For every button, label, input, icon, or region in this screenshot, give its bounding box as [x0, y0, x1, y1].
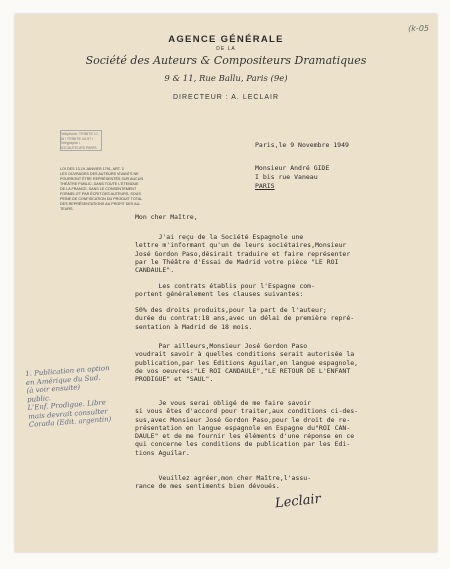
paragraph-3: 50% des droits produits,pour la part de l'auteur; durée du contrat:18 ans,avec un délai de première repré- sentation à Madrid de 18 mois.: [135, 306, 355, 331]
agency-de-la: DE LA: [216, 46, 236, 52]
director-line: DIRECTEUR : A. LECLAIR: [172, 94, 280, 101]
phone-block: Téléphone: TRINITE 17-28 / TRINITE 44-97 / Télégraphe / SOCAUTEURS PARIS: [60, 132, 100, 150]
date-line: Paris,le 9 Novembre 1949: [255, 141, 349, 149]
letter-sheet: [15, 14, 437, 552]
paragraph-4: Par ailleurs,Monsieur José Gordon Paso voudrait savoir à quelles conditions serait autorisée la publication,par les Editions Aguilar,en langue espagnole, de vos oeuvres:"LE ROI CANDAULE","LE RETOUR DE L'ENFANT PRODIGUE" et "SAUL".: [135, 342, 359, 384]
paragraph-1: J'ai reçu de la Société Espagnole une lettre m'informant qu'un de leurs sociétaires,Monsieur José Gordon Paso,désirait traduire et faire représenter par le Théâtre d'Essai de Madrid votre pièce "LE ROI CANDAULE".: [135, 233, 351, 275]
paragraph-2: Les contrats établis pour l'Espagne com- portent généralement les clauses suivantes:: [135, 282, 316, 299]
handwritten-note: 1. Publication en option en Amérique du Sud. (à voir ensuite) public. L'Enf. Prodigue. Libre mais devrait consulter Corada (Edit. argentin): [25, 364, 112, 429]
paragraph-6: Veuillez agréer,mon cher Maître,l'assu- rance de mes sentiments bien dévoués.: [135, 474, 312, 491]
agency-title: AGENCE GÉNÉRALE: [168, 34, 284, 45]
signature: Leclair: [274, 491, 322, 512]
recipient-name: Monsieur André GIDE: [255, 164, 330, 172]
paragraph-5: Je vous serai obligé de me faire savoir si vous êtes d'accord pour traiter,aux conditions ci-des- sus,avec Monsieur José Gordon Paso,pour le droit de re- présentation en langue espagnole en Espagne du"ROI CAN- DAULE" et de me fournir les éléments d'une réponse en ce qui concerne les conditions de publication par les Edi- tions Aguilar.: [135, 399, 359, 457]
agency-address: 9 & 11, Rue Ballu, Paris (9e): [164, 74, 288, 84]
salutation: Mon cher Maître,: [135, 213, 198, 221]
society-name: Société des Auteurs & Compositeurs Dramatiques: [85, 54, 367, 67]
archive-reference: (k-05: [408, 24, 429, 33]
recipient-street: I bis rue Vaneau: [255, 173, 318, 181]
law-notice: LOI DES 13-19 JANVIER 1791, ART. 3 LES OUVRAGES DES AUTEURS VIVANTS NE POURRONT ÊTRE REPRÉSENTÉS SUR AUCUN THÉÂTRE PUBLIC, DANS TOUTE L'ÉTENDUE DE LA FRANCE, SANS LE CONSENTEMENT FORMEL ET PAR ÉCRIT DES AUTEURS, SOUS PEINE DE CONFISCATION DU PRODUIT TOTAL DES REPRÉSENTATIONS AU PROFIT DES AU- TEURS.: [60, 167, 144, 211]
recipient-city: PARIS: [255, 182, 275, 190]
